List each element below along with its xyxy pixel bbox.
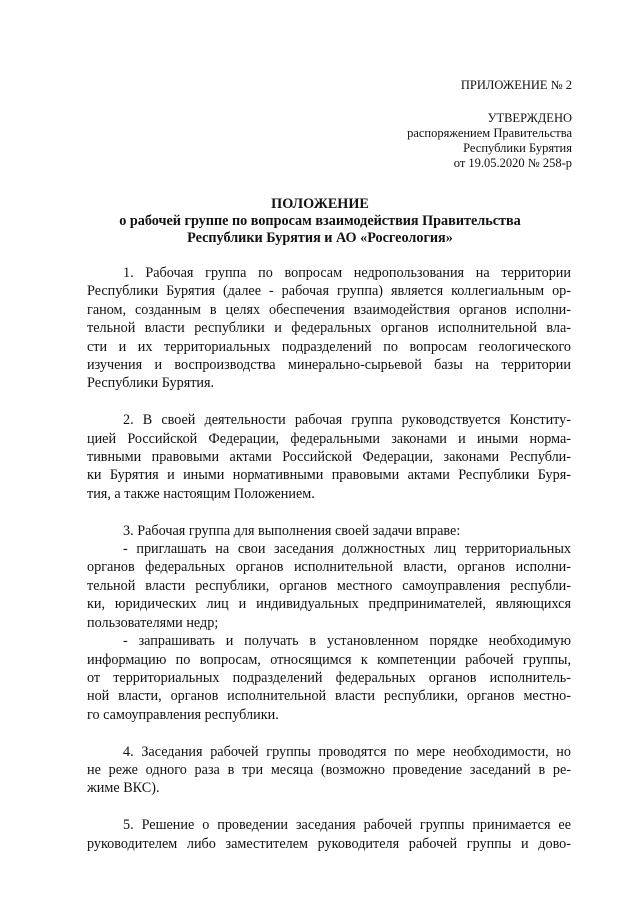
text-line: жиме ВКС). [87,780,160,797]
text-line: 3. Рабочая группа для выполнения своей задачи вправе: [123,522,461,539]
text-line: информацию по вопросам, относящимся к компетенции рабочей группы, [87,651,571,668]
text-line: не реже одного раза в три месяца (возможно проведение заседаний в ре- [87,761,571,778]
approved-republic: Республики Бурятия [463,141,572,155]
text-line: ки Бурятия и иными нормативными правовыми актами Республики Буря- [87,467,571,484]
paragraph-5 [87,816,571,853]
text-line: цией Российской Федерации, федеральными законами и иными норма- [87,430,571,447]
text-line: органов федеральных органов исполнительной власти, органов исполни- [87,559,571,576]
text-line: тивными правовыми актами Российской Федерации, законами Республи- [87,449,571,466]
text-line: ной власти, органов исполнительной власти республики, органов местно- [87,688,571,705]
document-body [87,264,571,853]
text-line: Республики Бурятия (далее - рабочая группа) является коллегиальным ор- [87,283,571,300]
text-line: от территориальных подразделений федеральных органов исполнитель- [87,669,571,686]
approved-by-order: распоряжением Правительства [407,126,572,140]
title-line-1: ПОЛОЖЕНИЕ [271,196,369,212]
document-title [70,196,570,247]
text-line: 5. Решение о проведении заседания рабочей группы принимается ее [123,817,571,834]
text-line: изучения и воспроизводства минерально-сырьевой базы на территории [87,357,571,374]
text-line: 1. Рабочая группа по вопросам недропользования на территории [123,265,571,281]
appendix-label [461,78,572,93]
approved-label: УТВЕРЖДЕНО [487,111,572,125]
paragraph-3 [87,522,571,724]
text-line: пользователями недр; [87,614,219,631]
paragraph-4 [87,743,571,798]
title-line-3: Республики Бурятия и АО «Росгеология» [187,230,453,246]
title-line-2: о рабочей группе по вопросам взаимодействия Правительства [119,213,521,229]
text-line: 4. Заседания рабочей группы проводятся по мере необходимости, но [123,743,571,760]
approval-stamp [407,111,572,171]
appendix-number: ПРИЛОЖЕНИЕ № 2 [460,78,572,92]
text-line: ки, юридических лиц и индивидуальных предпринимателей, являющихся [87,596,571,613]
text-line: 2. В своей деятельности рабочая группа руководствуется Конститу- [123,412,571,429]
text-line: ганом, созданным в целях обеспечения взаимодействия органов исполни- [87,301,571,318]
text-line: тельной власти республики, органов местного самоуправления республи- [87,577,571,594]
paragraph-1 [87,264,571,393]
text-line: руководителем либо заместителем руководителя рабочей группы и дово- [87,835,571,852]
text-line: - запрашивать и получать в установленном порядке необходимую [123,633,571,650]
approved-date-number: от 19.05.2020 № 258-р [453,156,572,170]
paragraph-2 [87,411,571,503]
text-line: сти и их территориальных подразделений по вопросам геологического [87,338,571,355]
text-line: - приглашать на свои заседания должностных лиц территориальных [123,541,571,558]
text-line: Республики Бурятия. [87,375,215,392]
text-line: тия, а также настоящим Положением. [87,485,315,502]
text-line: го самоуправления республики. [87,706,279,723]
text-line: тельной власти республики и федеральных органов исполнительной вла- [87,320,571,337]
